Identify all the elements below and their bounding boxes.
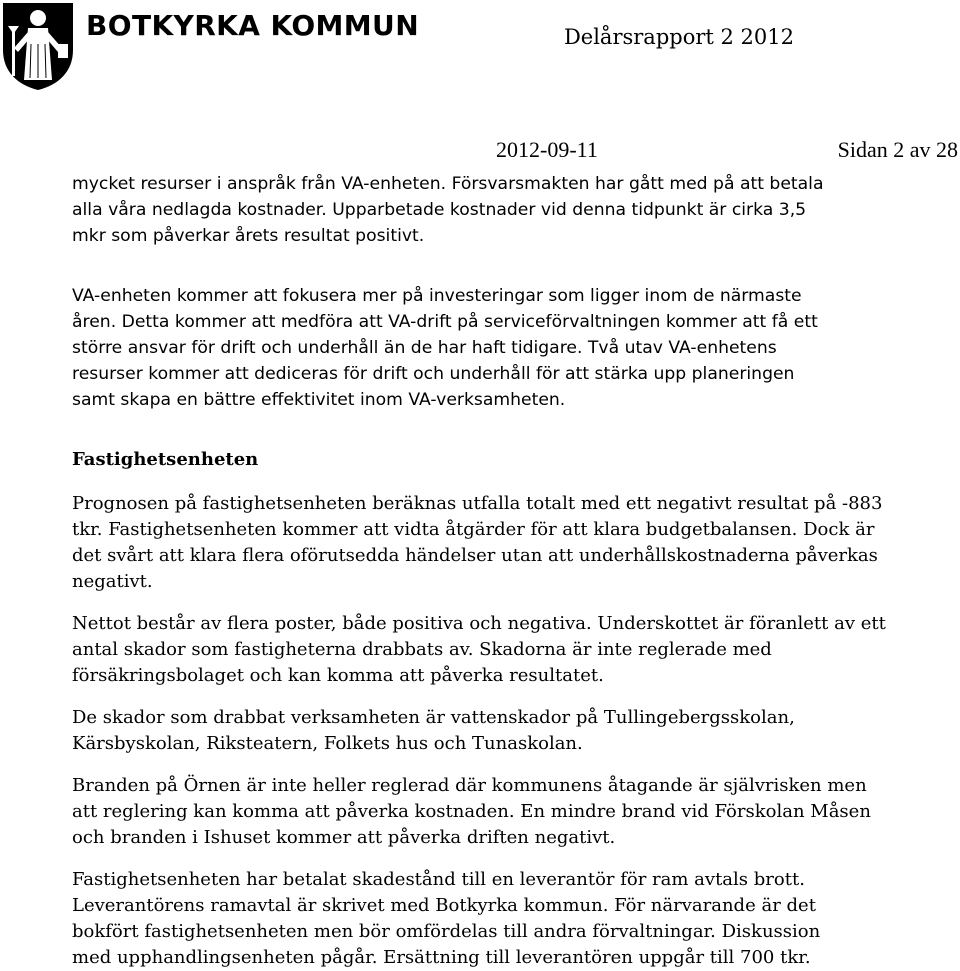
section-heading: Fastighetsenheten bbox=[72, 449, 259, 470]
text-line: tkr. Fastighetsenheten kommer att vidta åtgärder för att klara budgetbalansen. Dock är bbox=[72, 519, 875, 540]
text-line: resurser kommer att dediceras för drift och underhåll för att stärka upp planeringen bbox=[72, 364, 795, 384]
page-number: Sidan 2 av 28 bbox=[837, 137, 958, 162]
text-line: Prognosen på fastighetsenheten beräknas utfalla totalt med ett negativt resultat på -883 bbox=[72, 493, 883, 514]
text-line: Nettot består av flera poster, både positiva och negativa. Underskottet är föranlett av ett bbox=[72, 613, 886, 634]
text-line: De skador som drabbat verksamheten är vattenskador på Tullingebergsskolan, bbox=[72, 707, 795, 728]
report-title: Delårsrapport 2 2012 bbox=[563, 25, 794, 49]
text-line: mycket resurser i anspråk från VA-enheten. Försvarsmakten har gått med på att betala bbox=[72, 174, 824, 194]
paragraph bbox=[72, 773, 952, 851]
botkyrka-coat-of-arms-icon bbox=[0, 0, 76, 92]
text-line: det svårt att klara flera oförutsedda händelser utan att underhållskostnaderna påverkas bbox=[72, 545, 878, 566]
paragraph bbox=[72, 611, 952, 689]
text-line: Kärsbyskolan, Riksteatern, Folkets hus och Tunaskolan. bbox=[72, 733, 583, 754]
paragraph bbox=[72, 867, 952, 971]
text-line: mkr som påverkar årets resultat positivt. bbox=[72, 226, 425, 246]
text-line: samt skapa en bättre effektivitet inom VA-verksamheten. bbox=[72, 390, 566, 410]
document-body bbox=[72, 171, 952, 971]
text-line: bokfört fastighetsenheten men bör omfördelas till andra förvaltningar. Diskussion bbox=[72, 921, 821, 942]
municipality-name: BOTKYRKA KOMMUN bbox=[86, 9, 420, 42]
text-line: Fastighetsenheten har betalat skadestånd till en leverantör för ram avtals brott. bbox=[72, 869, 805, 890]
paragraph bbox=[72, 491, 952, 595]
report-date: 2012-09-11 bbox=[496, 137, 598, 162]
paragraph bbox=[72, 705, 952, 757]
text-line: med upphandlingsenheten pågår. Ersättning till leverantören uppgår till 700 tkr. bbox=[72, 947, 811, 968]
text-line: antal skador som fastigheterna drabbats av. Skadorna är inte reglerade med bbox=[72, 639, 772, 660]
text-line: större ansvar för drift och underhåll än de har haft tidigare. Två utav VA-enhetens bbox=[72, 338, 777, 358]
text-line: negativt. bbox=[72, 571, 153, 592]
paragraph bbox=[72, 283, 952, 413]
text-line: att reglering kan komma att påverka kostnaden. En mindre brand vid Förskolan Måsen bbox=[72, 801, 871, 822]
text-line: åren. Detta kommer att medföra att VA-drift på serviceförvaltningen kommer att få ett bbox=[72, 312, 818, 332]
text-line: Branden på Örnen är inte heller reglerad där kommunens åtagande är självrisken men bbox=[72, 775, 867, 796]
text-line: VA-enheten kommer att fokusera mer på investeringar som ligger inom de närmaste bbox=[72, 286, 802, 306]
paragraph bbox=[72, 171, 952, 249]
text-line: försäkringsbolaget och kan komma att påverka resultatet. bbox=[72, 665, 604, 686]
text-line: och branden i Ishuset kommer att påverka driften negativt. bbox=[72, 827, 616, 848]
text-line: Leverantörens ramavtal är skrivet med Botkyrka kommun. För närvarande är det bbox=[72, 895, 816, 916]
text-line: alla våra nedlagda kostnader. Upparbetade kostnader vid denna tidpunkt är cirka 3,5 bbox=[72, 200, 807, 220]
